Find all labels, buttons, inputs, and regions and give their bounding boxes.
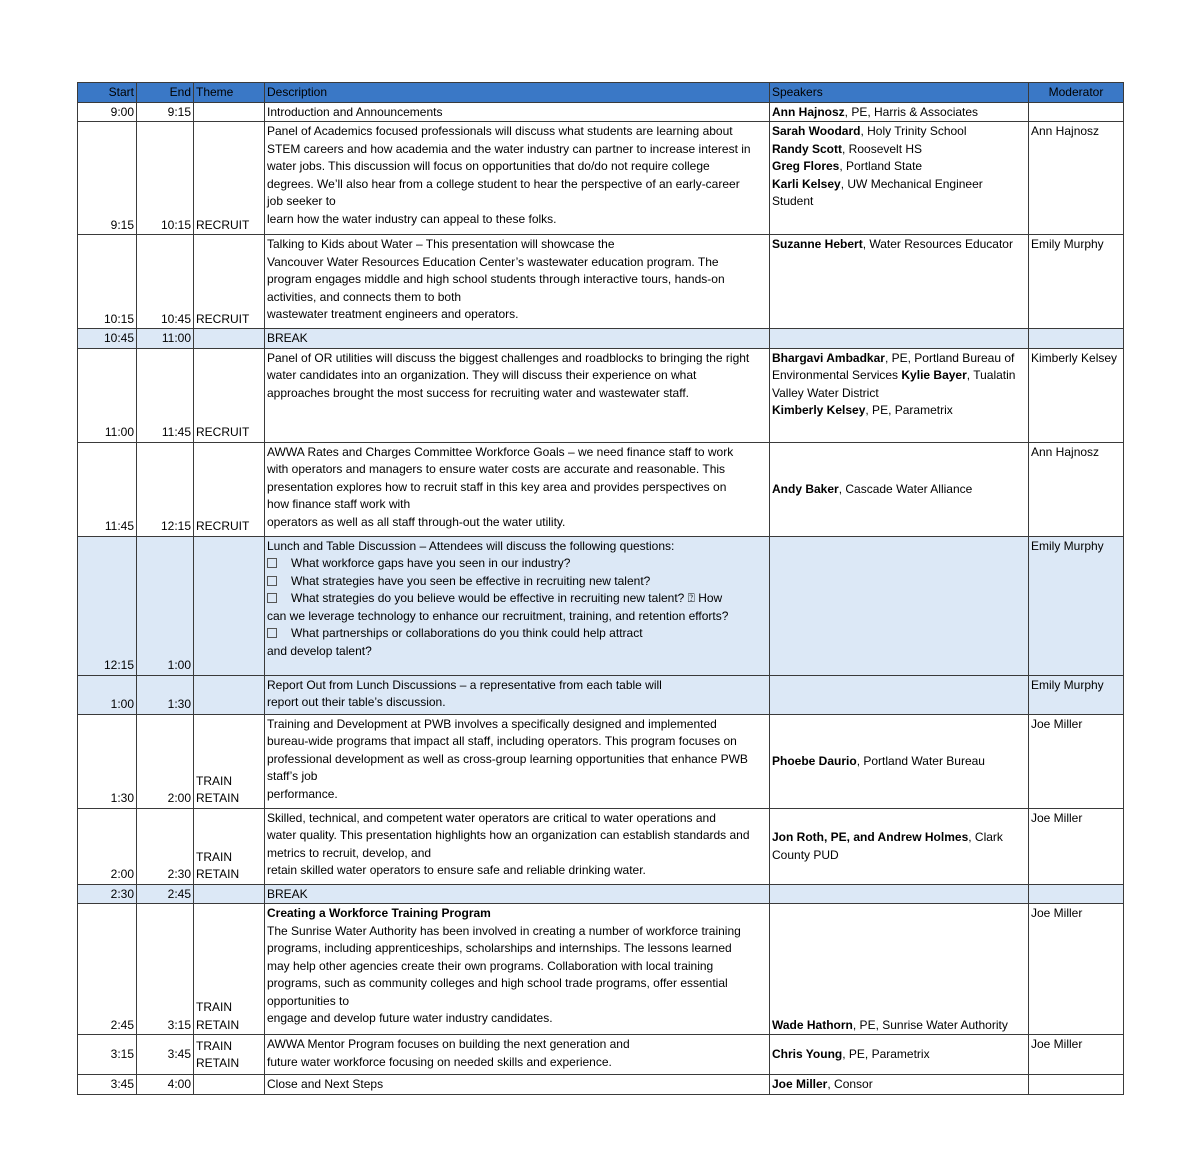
start-time: 3:45: [78, 1075, 137, 1095]
table-row: [78, 122, 1124, 235]
speakers-cell: [770, 714, 1029, 808]
speaker-name: Karli Kelsey: [772, 176, 841, 191]
description-line: program engages middle and high school students through interactive tours, hands-on: [267, 272, 725, 286]
speaker-line: [772, 141, 1026, 159]
end-time: 11:45: [137, 348, 194, 442]
end-time: 1:30: [137, 675, 194, 714]
description-line: STEM careers and how academia and the water industry can partner to increase interest in: [267, 141, 751, 156]
header-start: Start: [78, 83, 137, 103]
end-time: 11:00: [137, 329, 194, 349]
speakers-cell: [770, 536, 1029, 675]
description-line: water candidates into an organization. They will discuss their experience on what: [267, 368, 697, 382]
description-cell: [265, 904, 770, 1035]
break-row: [78, 884, 1124, 904]
table-row: [78, 442, 1124, 536]
speaker-affiliation: , Portland Water Bureau: [856, 753, 985, 768]
moderator-cell: Kimberly Kelsey: [1029, 348, 1124, 442]
table-row: [78, 904, 1124, 1035]
question-text: What workforce gaps have you seen in our industry?: [291, 556, 571, 570]
header-row: [78, 83, 1124, 103]
speaker-name: Wade Hathorn: [772, 1017, 853, 1032]
speaker-affiliation: , PE, Parametrix: [865, 403, 953, 417]
header-speakers: Speakers: [770, 83, 1029, 103]
description-line: Talking to Kids about Water – This presentation will showcase the: [267, 237, 615, 251]
theme-cell: RECRUIT: [194, 348, 265, 442]
description-cell: [265, 675, 770, 714]
moderator-cell: Emily Murphy: [1029, 675, 1124, 714]
question-line: and develop talent?: [267, 643, 372, 658]
description-line: programs, such as community colleges and high school trade programs, offer essential: [267, 976, 728, 990]
speaker-affiliation: , PE, Sunrise Water Authority: [852, 1017, 1008, 1032]
end-time: 3:15: [137, 904, 194, 1035]
moderator-cell: Joe Miller: [1029, 714, 1124, 808]
theme-cell: RECRUIT: [194, 122, 265, 235]
description-line: staff’s job: [267, 769, 318, 783]
speaker-affiliation: , Roosevelt HS: [842, 141, 923, 156]
header-theme: Theme: [194, 83, 265, 103]
table-row: [78, 808, 1124, 884]
description-line: Panel of Academics focused professionals will discuss what students are learning about: [267, 124, 733, 138]
theme-cell: TRAIN RETAIN: [194, 808, 265, 884]
speakers-cell: [770, 348, 1029, 442]
description-line: Vancouver Water Resources Education Center’s wastewater education program. The: [267, 254, 719, 269]
speaker-name: Joe Miller: [772, 1077, 828, 1091]
description-line: report out their table’s discussion.: [267, 695, 446, 709]
speaker-line: [772, 753, 1026, 771]
table-row: [78, 1035, 1124, 1075]
speaker-name: Bhargavi Ambadkar: [772, 350, 885, 365]
theme-cell: [194, 329, 265, 349]
description-line: professional development as well as cross-group learning opportunities that enhance PWB: [267, 751, 748, 766]
end-time: 4:00: [137, 1075, 194, 1095]
speaker-affiliation: , Holy Trinity School: [860, 124, 967, 138]
speaker-affiliation: , UW Mechanical Engineer Student: [772, 176, 983, 208]
speaker-name: Andy Baker: [772, 481, 839, 496]
speaker-affiliation: , Consor: [827, 1077, 873, 1091]
description-cell: [265, 102, 770, 122]
end-time: 3:45: [137, 1035, 194, 1075]
speaker-line: [772, 402, 1026, 420]
speaker-affiliation: , PE, Portland Bureau of Environmental Services: [772, 350, 1015, 382]
description-cell: [265, 348, 770, 442]
description-line: Close and Next Steps: [267, 1077, 384, 1091]
description-line: Report Out from Lunch Discussions – a representative from each table will: [267, 677, 662, 692]
moderator-cell: Joe Miller: [1029, 904, 1124, 1035]
moderator-cell: Emily Murphy: [1029, 235, 1124, 329]
description-line: performance.: [267, 786, 338, 801]
description-line: with operators and managers to ensure water costs are accurate and reasonable. This: [267, 462, 726, 476]
speaker-line: [772, 236, 1026, 254]
moderator-cell: [1029, 329, 1124, 349]
description-line: presentation explores how to recruit staff in this key area and provides perspectives on: [267, 479, 727, 494]
question-line: [267, 555, 767, 573]
description-cell: [265, 1035, 770, 1075]
description-line: bureau-wide programs that impact all staff, including operators. This program focuses on: [267, 734, 737, 748]
start-time: 1:30: [78, 714, 137, 808]
speaker-affiliation: , Clark County PUD: [772, 830, 1003, 862]
speaker-affiliation: , PE, Harris & Associates: [844, 104, 979, 119]
speaker-name: Suzanne Hebert: [772, 237, 863, 251]
moderator-cell: [1029, 102, 1124, 122]
table-row: [78, 235, 1124, 329]
description-line: activities, and connects them to both: [267, 289, 462, 304]
description-line: programs, including apprenticeships, scholarships and internships. The lessons learned: [267, 941, 732, 955]
end-time: 10:45: [137, 235, 194, 329]
speakers-cell: [770, 122, 1029, 235]
speaker-line: [772, 481, 1026, 499]
theme-cell: RECRUIT: [194, 235, 265, 329]
moderator-cell: Joe Miller: [1029, 1035, 1124, 1075]
moderator-cell: [1029, 884, 1124, 904]
speaker-line: [772, 1076, 1026, 1094]
description-line: may help other agencies create their own programs. Collaboration with local training: [267, 958, 714, 973]
start-time: 9:15: [78, 122, 137, 235]
start-time: 2:30: [78, 884, 137, 904]
end-time: 2:00: [137, 714, 194, 808]
description-line: retain skilled water operators to ensure safe and reliable drinking water.: [267, 863, 646, 877]
end-time: 12:15: [137, 442, 194, 536]
description-cell: BREAK: [265, 329, 770, 349]
theme-cell: [194, 536, 265, 675]
speaker-name: Ann Hajnosz: [772, 104, 845, 119]
description-line: degrees. We’ll also hear from a college student to hear the perspective of an early-career: [267, 176, 740, 191]
description-cell: [265, 808, 770, 884]
speaker-name: Kylie Bayer: [901, 368, 967, 382]
speakers-cell: [770, 1035, 1029, 1075]
end-time: 9:15: [137, 102, 194, 122]
speaker-line: [772, 829, 1026, 864]
end-time: 2:45: [137, 884, 194, 904]
speakers-cell: [770, 102, 1029, 122]
start-time: 2:00: [78, 808, 137, 884]
description-line: how finance staff work with: [267, 497, 411, 511]
break-row: [78, 329, 1124, 349]
end-time: 2:30: [137, 808, 194, 884]
start-time: 11:00: [78, 348, 137, 442]
description-line: The Sunrise Water Authority has been involved in creating a number of workforce training: [267, 923, 741, 938]
moderator-cell: Joe Miller: [1029, 808, 1124, 884]
description-cell: [265, 1075, 770, 1095]
speaker-line: [772, 176, 1026, 211]
speakers-cell: [770, 329, 1029, 349]
description-line: Lunch and Table Discussion – Attendees will discuss the following questions:: [267, 538, 675, 553]
description-line: wastewater treatment engineers and operators.: [267, 307, 519, 321]
speakers-cell: [770, 808, 1029, 884]
description-line: Panel of OR utilities will discuss the biggest challenges and roadblocks to bringing the right: [267, 350, 750, 365]
speaker-line: [772, 104, 1026, 122]
moderator-cell: Emily Murphy: [1029, 536, 1124, 675]
end-time: 1:00: [137, 536, 194, 675]
description-cell: [265, 714, 770, 808]
question-line: can we leverage technology to enhance our recruitment, training, and retention efforts?: [267, 608, 729, 623]
start-time: 12:15: [78, 536, 137, 675]
speaker-line: [772, 158, 1026, 176]
description-cell: [265, 442, 770, 536]
checkbox-icon: [267, 558, 277, 568]
description-line: operators as well as all staff through-out the water utility.: [267, 514, 566, 529]
speaker-name: Randy Scott: [772, 141, 843, 156]
end-time: 10:15: [137, 122, 194, 235]
theme-cell: [194, 1075, 265, 1095]
speakers-cell: [770, 1075, 1029, 1095]
description-line: water jobs. This discussion will focus on opportunities that do/do not require college: [267, 159, 710, 173]
speaker-name: Chris Young: [772, 1047, 843, 1062]
header-description: Description: [265, 83, 770, 103]
speakers-cell: [770, 904, 1029, 1035]
speaker-name: Phoebe Daurio: [772, 753, 857, 768]
moderator-cell: Ann Hajnosz: [1029, 122, 1124, 235]
table-row: [78, 102, 1124, 122]
speaker-line: [772, 350, 1026, 403]
table-row: [78, 675, 1124, 714]
speaker-name: Jon Roth, PE, and Andrew Holmes: [772, 830, 969, 844]
description-line: AWWA Mentor Program focuses on building the next generation and: [267, 1037, 630, 1051]
question-text: What partnerships or collaborations do you think could help attract: [291, 626, 643, 640]
theme-cell: TRAIN RETAIN: [194, 714, 265, 808]
speakers-cell: [770, 235, 1029, 329]
description-cell: [265, 235, 770, 329]
description-line: opportunities to: [267, 993, 350, 1008]
question-text: What strategies have you seen be effective in recruiting new talent?: [291, 573, 651, 588]
description-line: Training and Development at PWB involves a specifically designed and implemented: [267, 716, 717, 731]
checkbox-icon: [267, 628, 277, 638]
description-line: Skilled, technical, and competent water operators are critical to water operations and: [267, 810, 716, 825]
description-title: Creating a Workforce Training Program: [267, 906, 491, 920]
start-time: 9:00: [78, 102, 137, 122]
speakers-cell: [770, 675, 1029, 714]
agenda-table: [77, 82, 1124, 1095]
question-line: [267, 625, 767, 643]
speaker-affiliation: , PE, Parametrix: [842, 1047, 930, 1062]
description-line: future water workforce focusing on needed skills and experience.: [267, 1054, 612, 1069]
description-line: engage and develop future water industry candidates.: [267, 1011, 553, 1025]
speaker-name: Greg Flores: [772, 159, 840, 173]
moderator-cell: [1029, 1075, 1124, 1095]
description-cell: BREAK: [265, 884, 770, 904]
question-line: [267, 573, 767, 591]
table-row: [78, 1075, 1124, 1095]
header-moderator: Moderator: [1029, 83, 1124, 103]
start-time: 11:45: [78, 442, 137, 536]
speaker-affiliation: , Cascade Water Alliance: [838, 481, 973, 496]
checkbox-icon: [267, 576, 277, 586]
speakers-cell: [770, 442, 1029, 536]
start-time: 10:45: [78, 329, 137, 349]
description-line: job seeker to: [267, 194, 336, 208]
description-cell: [265, 122, 770, 235]
start-time: 3:15: [78, 1035, 137, 1075]
question-line: [267, 590, 767, 608]
speaker-affiliation: , Portland State: [839, 159, 923, 173]
description-cell: [265, 536, 770, 675]
theme-cell: RECRUIT: [194, 442, 265, 536]
description-line: approaches brought the most success for recruiting water and wastewater staff.: [267, 385, 689, 400]
table-row: [78, 348, 1124, 442]
header-end: End: [137, 83, 194, 103]
speaker-line: [772, 123, 1026, 141]
theme-cell: [194, 675, 265, 714]
theme-cell: TRAIN RETAIN: [194, 904, 265, 1035]
speaker-affiliation: , Water Resources Educator: [862, 237, 1013, 251]
table-row: [78, 536, 1124, 675]
description-line: learn how the water industry can appeal to these folks.: [267, 211, 557, 226]
theme-cell: [194, 884, 265, 904]
description-line: Introduction and Announcements: [267, 104, 443, 119]
description-line: water quality. This presentation highlights how an organization can establish standards and: [267, 828, 750, 842]
speaker-line: [772, 1017, 1026, 1035]
start-time: 10:15: [78, 235, 137, 329]
speaker-name: Kimberly Kelsey: [772, 403, 866, 417]
table-row: [78, 714, 1124, 808]
description-line: AWWA Rates and Charges Committee Workforce Goals – we need finance staff to work: [267, 444, 734, 459]
speaker-line: [772, 1046, 1026, 1064]
theme-cell: [194, 102, 265, 122]
question-text: What strategies do you believe would be effective in recruiting new talent? ⍰ How: [291, 591, 723, 605]
moderator-cell: Ann Hajnosz: [1029, 442, 1124, 536]
start-time: 1:00: [78, 675, 137, 714]
speaker-name: Sarah Woodard: [772, 124, 861, 138]
start-time: 2:45: [78, 904, 137, 1035]
speakers-cell: [770, 884, 1029, 904]
checkbox-icon: [267, 593, 277, 603]
theme-cell: TRAIN RETAIN: [194, 1035, 265, 1075]
description-line: metrics to recruit, develop, and: [267, 845, 432, 860]
speaker-affiliation: , Tualatin Valley Water District: [772, 368, 1016, 400]
